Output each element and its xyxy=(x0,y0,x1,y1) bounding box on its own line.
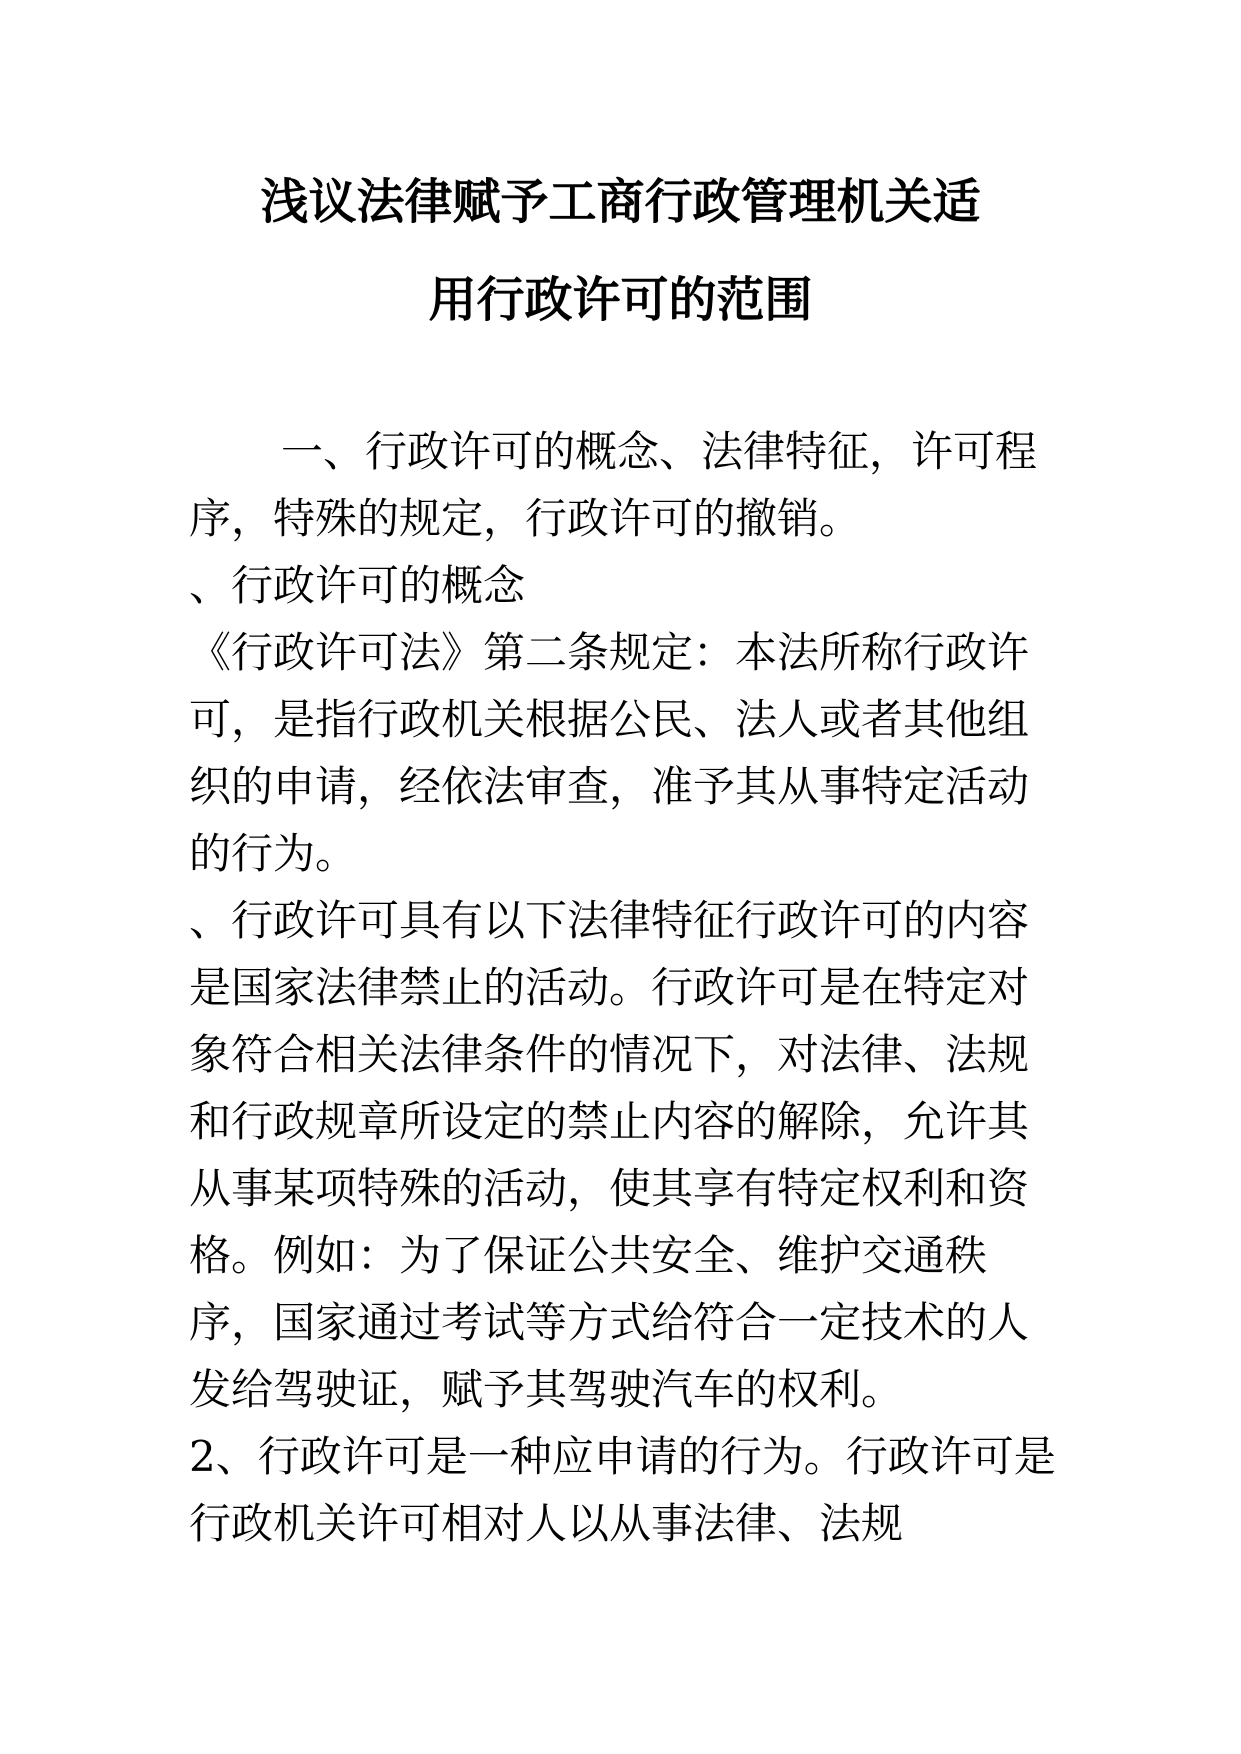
paragraph-application: 2、行政许可是一种应申请的行为。行政许可是行政机关许可相对人以从事法律、法规 xyxy=(189,1432,1056,1548)
document-body xyxy=(189,418,1059,1557)
document-title-line-2: 用行政许可的范围 xyxy=(428,272,813,328)
document-title-line-1: 浅议法律赋予工商行政管理机关适 xyxy=(260,174,981,230)
paragraph-legal-features: 、行政许可具有以下法律特征行政许可的内容是国家法律禁止的活动。行政许可是在特定对象符合相关法律条件的情况下，对法律、法规和行政规章所设定的禁止内容的解除，允许其从事某项特殊的活动，使其享有特定权利和资格。例如：为了保证公共安全、维护交通秩序，国家通过考试等方式给符合一定技术的人发给驾驶证，赋予其驾驶汽车的权利。 xyxy=(189,896,1030,1414)
paragraph-heading-concept: 、行政许可的概念 xyxy=(189,561,526,610)
paragraph-intro: 一、行政许可的概念、法律特征，许可程序，特殊的规定，行政许可的撤销。 xyxy=(189,427,1038,543)
paragraph-definition: 《行政许可法》第二条规定：本法所称行政许可，是指行政机关根据公民、法人或者其他组织的申请，经依法审查，准予其从事特定活动的行为。 xyxy=(189,628,1030,878)
